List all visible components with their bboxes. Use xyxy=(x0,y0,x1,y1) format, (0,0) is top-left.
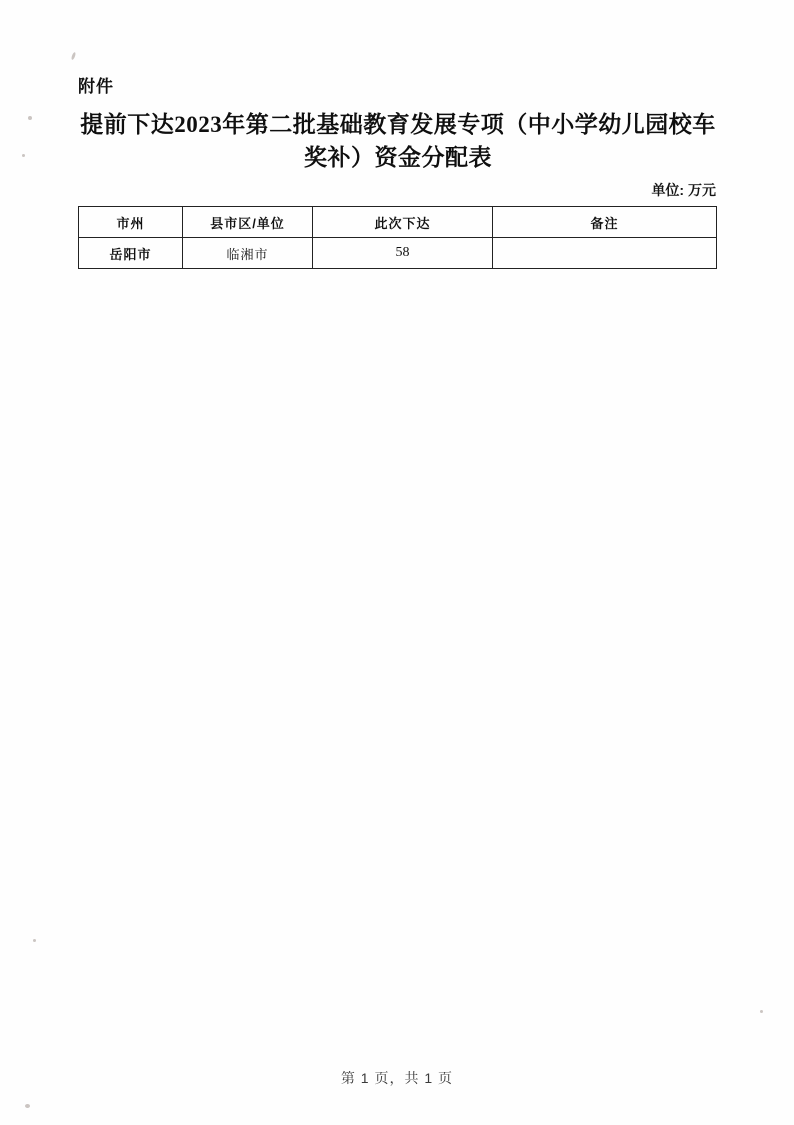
scan-artifact xyxy=(760,1010,763,1013)
column-header-amount: 此次下达 xyxy=(313,207,493,238)
attachment-label: 附件 xyxy=(78,77,114,96)
cell-remark xyxy=(493,238,717,269)
scan-artifact xyxy=(71,52,77,61)
scan-artifact xyxy=(25,1104,30,1108)
page-title: 提前下达2023年第二批基础教育发展专项（中小学幼儿园校车奖补）资金分配表 xyxy=(80,112,716,171)
table-header-row xyxy=(79,207,717,238)
scan-artifact xyxy=(33,939,36,942)
column-header-county: 县市区/单位 xyxy=(183,207,313,238)
cell-city: 岳阳市 xyxy=(79,238,183,269)
allocation-table xyxy=(78,206,717,269)
unit-note: 单位: 万元 xyxy=(651,182,716,198)
scan-artifact xyxy=(22,154,25,157)
cell-county: 临湘市 xyxy=(183,238,313,269)
column-header-remark: 备注 xyxy=(493,207,717,238)
page-footer: 第 1 页，共 1 页 xyxy=(340,1070,454,1086)
scan-artifact xyxy=(28,116,32,120)
column-header-city: 市州 xyxy=(79,207,183,238)
table-row xyxy=(79,238,717,269)
cell-amount: 58 xyxy=(313,238,493,269)
